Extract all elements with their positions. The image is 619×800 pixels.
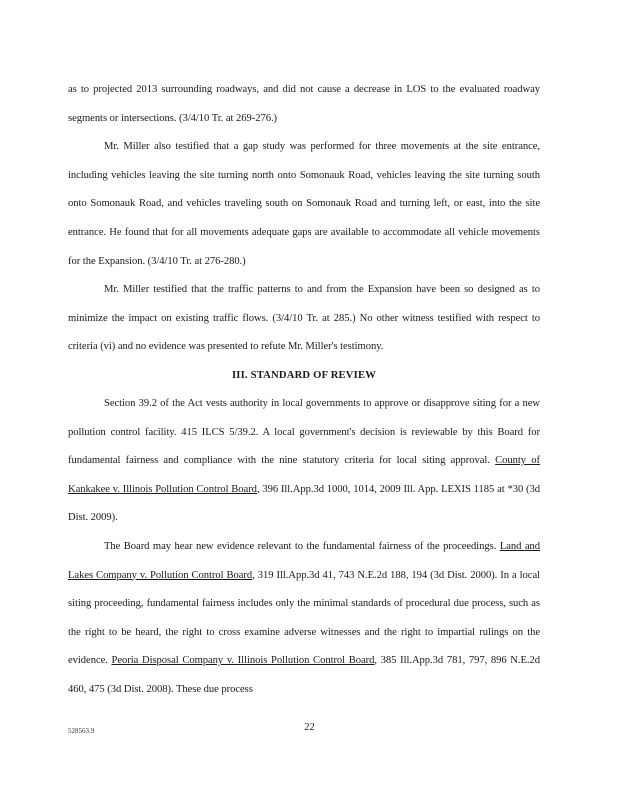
text-run: The Board may hear new evidence relevant to the fundamental fairness of the proceedings. [104, 540, 500, 552]
text-run: , 319 Ill.App.3d 41, 743 N.E.2d 188, 194 (3d Dist. 2000). In a local siting proceeding, fundamental fairness includes only the minimal standards of procedural due process, such as the right to be heard, the right to cross examine adverse witnesses and the right to impartial rulings on the evidence. [68, 569, 541, 667]
paragraph-traffic-patterns: Mr. Miller testified that the traffic patterns to and from the Expansion have been so designed as to minimize the impact on existing traffic flows. (3/4/10 Tr. at 285.) No other witness testified with respect to criteria (vi) and no evidence was presented to refute Mr. Miller's testimony. [68, 284, 540, 353]
text-run: , 396 Ill.App.3d 1000, 1014, 2009 Ill. App. LEXIS 1185 at *30 (3d Dist. 2009). [68, 483, 540, 524]
section-heading: III. STANDARD OF REVIEW [231, 369, 377, 381]
body-text [68, 76, 540, 704]
paragraph-gap-study: Mr. Miller also testified that a gap study was performed for three movements at the site entrance, including vehicles leaving the site turning north onto Somonauk Road, vehicles leaving the site turning south onto Somonauk Road, and vehicles traveling south on Somonauk Road and turning left, or east, into the site entrance. He found that for all movements adequate gaps are available to accommodate all vehicle movements for the Expansion. (3/4/10 Tr. at 276-280.) [68, 141, 540, 267]
case-citation-peoria-disposal: Peoria Disposal Company v. Illinois Pollution Control Board [111, 655, 375, 667]
paragraph-new-evidence [68, 533, 540, 705]
paragraph-los-continuation: as to projected 2013 surrounding roadways, and did not cause a decrease in LOS to the evaluated roadway segments or intersections. (3/4/10 Tr. at 269-276.) [68, 84, 540, 124]
page-number: 22 [304, 722, 315, 733]
text-run: Section 39.2 of the Act vests authority in local governments to approve or disapprove siting for a new pollution control facility. 415 ILCS 5/39.2. A local government's decision is reviewable by this Board for fundamental fairness and compliance with the nine statutory criteria for local siting approval. [68, 397, 540, 467]
case-citation-kankakee: County of Kankakee v. Illinois Pollution Control Board [68, 455, 540, 495]
document-id: 528563.9 [68, 727, 95, 735]
case-citation-land-and-lakes: Land and Lakes Company v. Pollution Control Board [68, 540, 540, 581]
paragraph-section-39-2 [68, 390, 540, 533]
text-run: , 385 Ill.App.3d 781, 797, 896 N.E.2d 460, 475 (3d Dist. 2008). These due process [68, 655, 540, 695]
